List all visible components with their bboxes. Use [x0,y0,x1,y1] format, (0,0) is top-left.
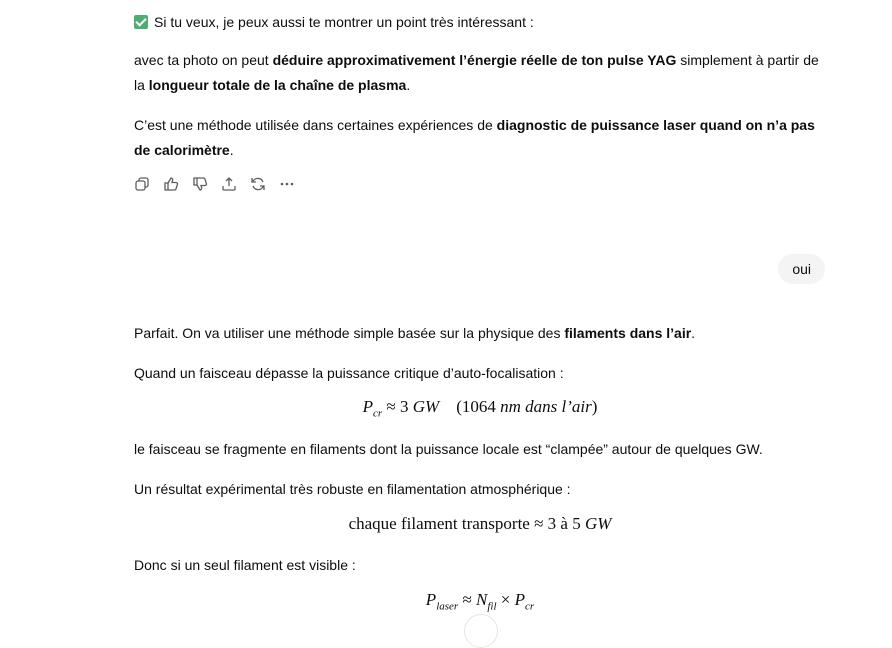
thumbs-down-icon [192,176,208,192]
checkmark-icon [134,15,148,29]
assistant-paragraph: C’est une méthode utilisée dans certaines expériences de diagnostic de puissance laser quand on n’a pas de calorimètre. [134,117,815,158]
copy-button[interactable] [134,176,150,192]
copy-icon [134,176,150,192]
assistant-paragraph: avec ta photo on peut déduire approximativement l’énergie réelle de ton pulse YAG simplement à partir de la longueur totale de la chaîne de plasma. [134,52,819,93]
thumbs-up-button[interactable] [163,176,179,192]
regenerate-button[interactable] [250,176,266,192]
more-button[interactable] [279,176,295,192]
assistant-paragraph: le faisceau se fragmente en filaments dont la puissance locale est “clampée” autour de quelques GW. [134,441,763,457]
equation-laser-power: $P_{laser} \approx N_{fil} \times P_{cr}$ [425,590,535,613]
assistant-intro: Si tu veux, je peux aussi te montrer un point très intéressant : [134,10,534,35]
assistant-paragraph: Quand un faisceau dépasse la puissance critique d’auto-focalisation : [134,365,564,381]
thumbs-up-icon [163,176,179,192]
more-icon [279,176,295,192]
share-button[interactable] [221,176,237,192]
message-actions [134,176,295,192]
assistant-paragraph: Parfait. On va utiliser une méthode simple basée sur la physique des filaments dans l’air. [134,325,696,341]
equation-filament-power: chaque filament transporte ≈ 3 à 5 GW [348,514,612,533]
assistant-paragraph: Un résultat expérimental très robuste en filamentation atmosphérique : [134,481,571,497]
thumbs-down-button[interactable] [192,176,208,192]
regenerate-icon [250,176,266,192]
scroll-down-button[interactable] [464,614,498,648]
equation-critical-power: $P_{cr} \approx 3$ GW (1064 nm dans l’air) [362,397,598,420]
share-icon [221,176,237,192]
user-message-bubble: oui [778,254,825,284]
assistant-paragraph: Donc si un seul filament est visible : [134,557,356,573]
